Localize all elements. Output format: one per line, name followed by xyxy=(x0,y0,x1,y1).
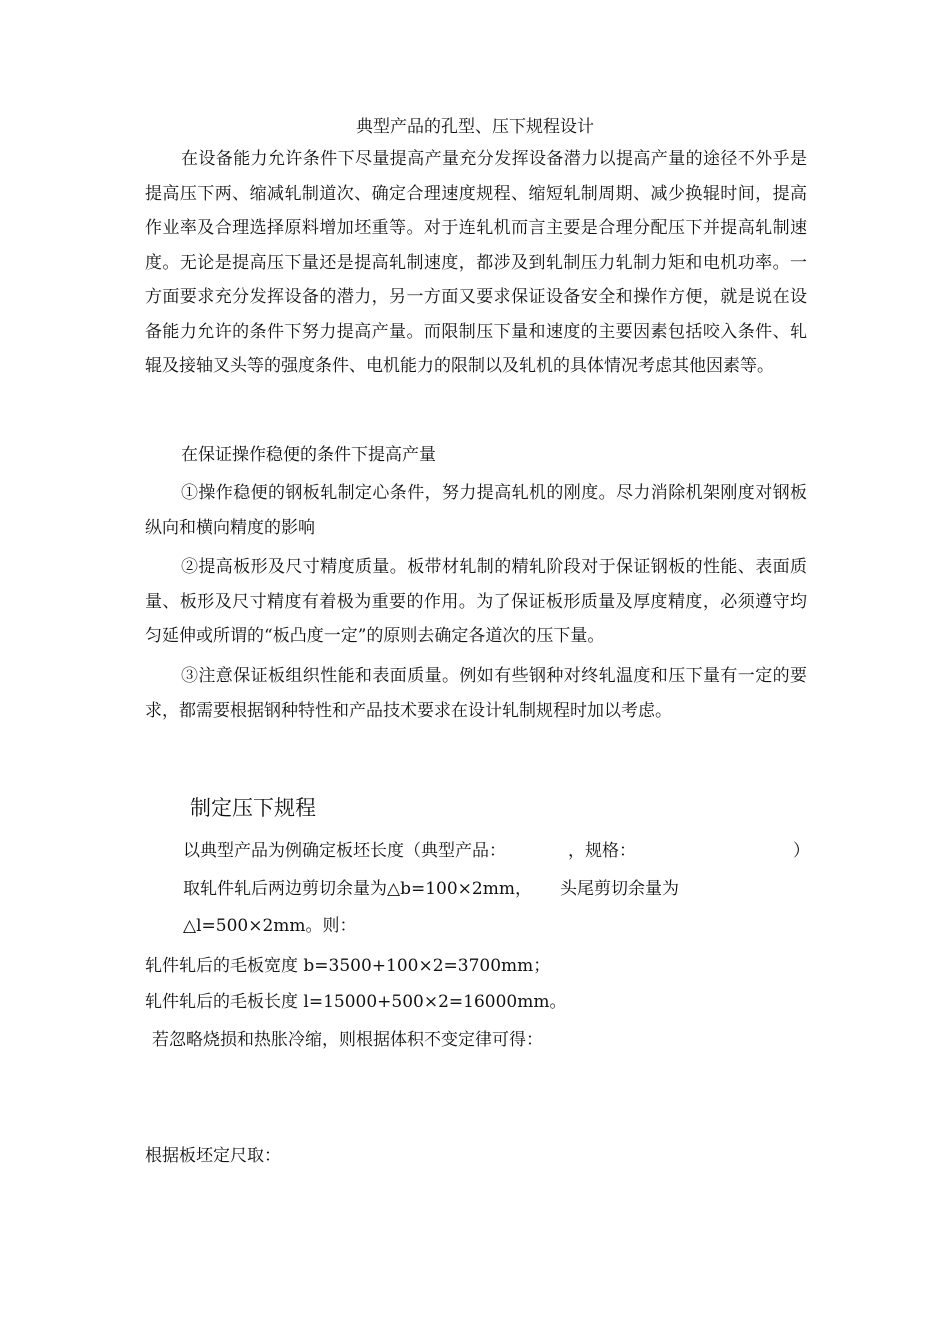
rough-plate-length: 轧件轧后的毛板长度 l=15000+500×2=16000mm。 xyxy=(145,992,567,1012)
volume-constancy-line: 若忽略烧损和热胀冷缩，则根据体积不变定律可得： xyxy=(152,1030,543,1050)
trim-allowance-length: △l=500×2mm。则： xyxy=(183,916,357,936)
rough-plate-width: 轧件轧后的毛板宽度 b=3500+100×2=3700mm； xyxy=(145,956,551,976)
document-title: 典型产品的孔型、压下规程设计 xyxy=(356,117,594,137)
section-heading: 制定压下规程 xyxy=(190,796,316,820)
trim-allowance-width: 取轧件轧后两边剪切余量为△b=100×2mm， xyxy=(183,879,532,899)
intro-paragraph: 在设备能力允许条件下尽量提高产量充分发挥设备潜力以提高产量的途径不外乎是提高压下两、缩减轧制道次、确定合理速度规程、缩短轧制周期、减少换辊时间，提高作业率及合理选择原料增加坯重等。对于连轧机而言主要是合理分配压下并提高轧制速度。无论是提高压下量还是提高轧制速度，都涉及到轧制压力轧制力矩和电机功率。一方面要求充分发挥设备的潜力，另一方面又要求保证设备安全和操作方便，就是说在设备能力允许的条件下努力提高产量。而限制压下量和速度的主要因素包括咬入条件、轧辊及接轴叉头等的强度条件、电机能力的限制以及轧机的具体情况考虑其他因素等。 xyxy=(145,149,807,376)
example-line-end: ） xyxy=(793,841,810,861)
point-2-paragraph: ②提高板形及尺寸精度质量。板带材轧制的精轧阶段对于保证钢板的性能、表面质量、板形及尺寸精度有着极为重要的作用。为了保证板形质量及厚度精度，必须遵守均匀延伸或所谓的“板凸度一定”的原则去确定各道次的压下量。 xyxy=(145,557,807,646)
point-1-paragraph: ①操作稳便的钢板轧制定心条件，努力提高轧机的刚度。尽力消除机架刚度对钢板纵向和横向精度的影响 xyxy=(145,483,807,538)
example-line-spec: ，规格： xyxy=(568,841,636,861)
slab-length-line: 根据板坯定尺取： xyxy=(145,1146,281,1166)
subheading-stable-operation: 在保证操作稳便的条件下提高产量 xyxy=(181,445,436,465)
trim-allowance-ends: 头尾剪切余量为 xyxy=(560,879,679,899)
point-3-paragraph: ③注意保证板组织性能和表面质量。例如有些钢种对终轧温度和压下量有一定的要求，都需要根据钢种特性和产品技术要求在设计轧制规程时加以考虑。 xyxy=(145,666,807,721)
example-line-start: 以典型产品为例确定板坯长度（典型产品： xyxy=(183,841,506,861)
